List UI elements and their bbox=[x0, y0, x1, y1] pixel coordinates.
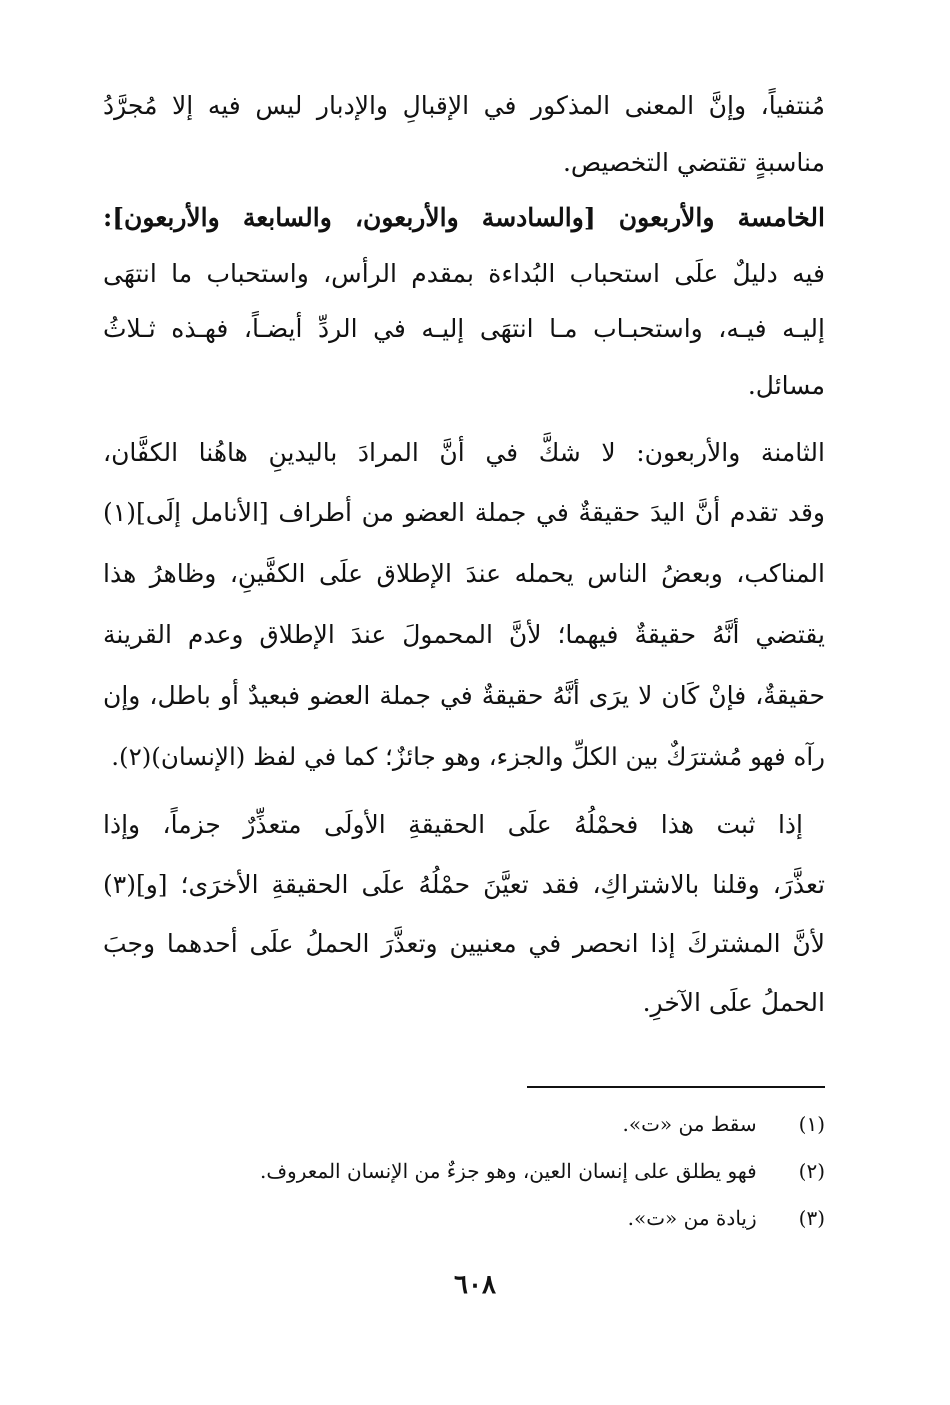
section-heading-48: الثامنة والأربعون: لا شكَّ في أنَّ المرادَ باليدينِ هاهُنا الكفَّان، bbox=[103, 438, 825, 467]
body-line: إذا ثبت هذا فحمْلُهُ علَى الحقيقةِ الأولَى متعذِّرٌ جزماً، وإذا bbox=[103, 810, 803, 839]
body-line: حقيقةٌ، فإنْ كَان لا يرَى أنَّهُ حقيقةٌ في جملة العضو فبعيدٌ أو باطل، وإن bbox=[103, 681, 825, 710]
body-line: الحملُ علَى الآخرِ. bbox=[642, 988, 825, 1017]
footnote-text: فهو يطلق على إنسان العين، وهو جزءٌ من الإنسان المعروف. bbox=[259, 1159, 757, 1183]
body-line: لأنَّ المشتركَ إذا انحصر في معنيين وتعذَّرَ الحملُ علَى أحدهما وجبَ bbox=[103, 929, 825, 958]
body-line: مُنتفياً، وإنَّ المعنى المذكور في الإقبالِ والإدبار ليس فيه إلا مُجرَّدُ bbox=[103, 91, 825, 120]
footnote-number: (٣) bbox=[798, 1206, 825, 1230]
section-heading-45: الخامسة والأربعون [والسادسة والأربعون، والسابعة والأربعون]: bbox=[103, 203, 825, 232]
footnote-number: (٢) bbox=[798, 1159, 825, 1183]
page-number: ٦٠٨ bbox=[454, 1270, 496, 1300]
footnote-2 bbox=[260, 1153, 825, 1189]
body-line: تعذَّرَ، وقلنا بالاشتراكِ، فقد تعيَّنَ حمْلُهُ علَى الحقيقةِ الأخرَى؛ [و](٣) bbox=[103, 870, 825, 899]
body-line: إليـه فيـه، واستحبـاب مـا انتهَى إليـه في الردِّ أيضـاً، فهـذه ثـلاثُ bbox=[103, 314, 825, 343]
footnote-number: (١) bbox=[798, 1112, 825, 1136]
body-line: وقد تقدم أنَّ اليدَ حقيقةٌ في جملة العضو من أطراف [الأنامل إلَى](١) bbox=[103, 498, 825, 527]
body-line: يقتضي أنَّهُ حقيقةٌ فيهما؛ لأنَّ المحمولَ عندَ الإطلاق وعدم القرينة bbox=[103, 620, 825, 649]
body-line: فيه دليلٌ علَى استحباب البُداءة بمقدم الرأس، واستحباب ما انتهَى bbox=[103, 259, 825, 288]
body-line: المناكب، وبعضُ الناس يحمله عندَ الإطلاق علَى الكفَّينِ، وظاهرُ هذا bbox=[103, 559, 825, 588]
body-line: رآه فهو مُشترَكٌ بين الكلِّ والجزء، وهو جائزٌ؛ كما في لفظ (الإنسان)(٢). bbox=[111, 742, 825, 771]
body-line: مناسبةٍ تقتضي التخصيص. bbox=[562, 148, 825, 177]
footnote-text: سقط من «ت». bbox=[622, 1112, 757, 1136]
footnote-1 bbox=[622, 1106, 825, 1142]
footnote-3 bbox=[628, 1200, 825, 1236]
footnote-text: زيادة من «ت». bbox=[627, 1206, 757, 1230]
footnote-separator bbox=[527, 1086, 825, 1088]
body-line: مسائل. bbox=[747, 371, 825, 400]
